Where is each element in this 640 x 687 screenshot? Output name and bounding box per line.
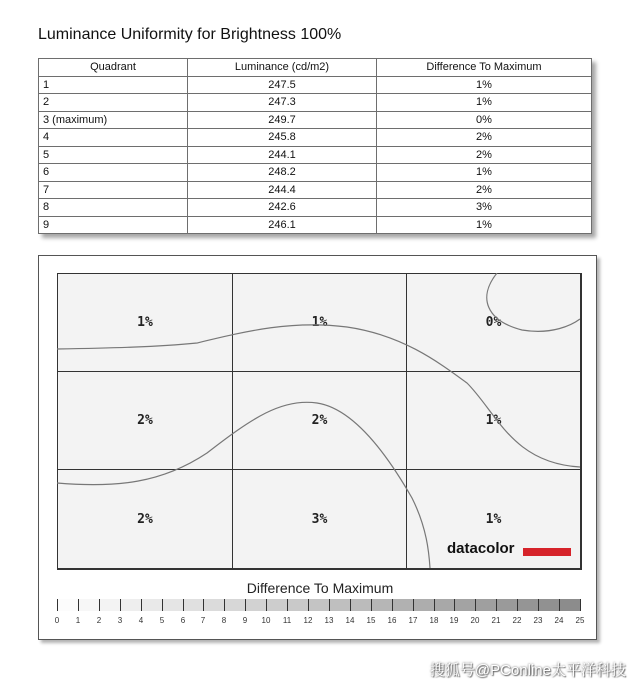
- datacolor-logo: datacolor: [447, 540, 515, 557]
- legend-scale-segment: [224, 599, 245, 611]
- legend-scale-segment: [57, 599, 78, 611]
- legend-scale-segment: [120, 599, 141, 611]
- legend-tick-mark: [141, 599, 142, 611]
- luminance-cell: 244.4: [188, 181, 377, 199]
- difference-cell: 2%: [377, 181, 592, 199]
- legend-tick-label: 9: [242, 616, 248, 625]
- legend-scale-segment: [78, 599, 99, 611]
- contour-lines: [57, 273, 580, 568]
- quadrant-cell: 1: [39, 76, 188, 94]
- quadrant-cell: 5: [39, 146, 188, 164]
- legend-tick-label: 24: [554, 616, 564, 625]
- legend-scale-segment: [266, 599, 287, 611]
- table-row: [39, 164, 592, 182]
- legend-tick-label: 1: [75, 616, 81, 625]
- legend-tick-label: 25: [575, 616, 585, 625]
- contour-line-3: [487, 273, 580, 331]
- quadrant-value-label: 1%: [485, 413, 502, 428]
- legend-tick-label: 12: [303, 616, 313, 625]
- table-row: [39, 94, 592, 112]
- quadrant-cell: 2: [39, 94, 188, 112]
- legend-scale-segment: [308, 599, 329, 611]
- legend-tick-label: 17: [408, 616, 418, 625]
- legend-scale-segment: [454, 599, 475, 611]
- quadrant-value-label: 2%: [137, 511, 153, 527]
- legend-scale-segment: [99, 599, 120, 611]
- difference-cell: 2%: [377, 146, 592, 164]
- legend-tick-mark: [99, 599, 100, 611]
- difference-cell: 2%: [377, 129, 592, 147]
- luminance-cell: 245.8: [188, 129, 377, 147]
- legend-tick-label: 15: [366, 616, 376, 625]
- legend-tick-mark: [224, 599, 225, 611]
- legend-tick-mark: [496, 599, 497, 611]
- legend-title: Difference To Maximum: [246, 580, 394, 596]
- table-row: [39, 146, 592, 164]
- table-row: [39, 76, 592, 94]
- legend-tick-mark: [580, 599, 581, 611]
- header-quadrant: Quadrant: [39, 59, 188, 77]
- luminance-cell: 246.1: [188, 216, 377, 234]
- watermark: 搜狐号@PConline太平洋科技: [429, 662, 626, 679]
- legend-scale-segment: [287, 599, 308, 611]
- uniformity-table-container: [38, 58, 592, 234]
- legend-tick-label: 13: [324, 616, 334, 625]
- quadrant-value-label: 1%: [485, 511, 502, 527]
- legend-tick-label: 5: [159, 616, 165, 625]
- luminance-cell: 247.5: [188, 76, 377, 94]
- luminance-cell: 247.3: [188, 94, 377, 112]
- table-row: [39, 199, 592, 217]
- luminance-cell: 244.1: [188, 146, 377, 164]
- quadrant-cell: 3 (maximum): [39, 111, 188, 129]
- quadrant-cell: 6: [39, 164, 188, 182]
- legend-scale-segment: [559, 599, 580, 611]
- legend-tick-mark: [517, 599, 518, 611]
- legend-tick-mark: [120, 599, 121, 611]
- legend-scale-segment: [203, 599, 224, 611]
- legend-tick-mark: [559, 599, 560, 611]
- table-row: [39, 129, 592, 147]
- legend-tick-mark: [266, 599, 267, 611]
- legend-tick-label: 2: [96, 616, 102, 625]
- legend-scale-segment: [371, 599, 392, 611]
- table-row: [39, 216, 592, 234]
- difference-cell: 1%: [377, 216, 592, 234]
- legend-tick-label: 0: [54, 616, 60, 625]
- legend-tick-mark: [308, 599, 309, 611]
- uniformity-table: [38, 58, 592, 234]
- legend-tick-mark: [538, 599, 539, 611]
- legend-tick-mark: [454, 599, 455, 611]
- legend-tick-label: 21: [491, 616, 501, 625]
- legend-tick-mark: [329, 599, 330, 611]
- quadrant-value-label: 1%: [137, 315, 153, 330]
- quadrant-cell: 7: [39, 181, 188, 199]
- legend-tick-mark: [350, 599, 351, 611]
- legend-scale-segment: [245, 599, 266, 611]
- table-row: [39, 111, 592, 129]
- quadrant-value-label: 0%: [485, 315, 502, 330]
- legend-tick-label: 14: [345, 616, 355, 625]
- legend-tick-label: 20: [470, 616, 480, 625]
- legend-scale-segment: [434, 599, 455, 611]
- legend-scale-segment: [475, 599, 496, 611]
- legend-tick-mark: [245, 599, 246, 611]
- legend-tick-mark: [78, 599, 79, 611]
- legend-tick-mark: [392, 599, 393, 611]
- luminance-cell: 248.2: [188, 164, 377, 182]
- legend-scale-segment: [496, 599, 517, 611]
- contour-line-2: [57, 402, 430, 568]
- table-row: [39, 181, 592, 199]
- legend-tick-label: 3: [117, 616, 123, 625]
- datacolor-logo-bar: [523, 548, 571, 556]
- legend-tick-mark: [57, 599, 58, 611]
- legend-tick-mark: [203, 599, 204, 611]
- luminance-cell: 242.6: [188, 199, 377, 217]
- legend-scale-bar: [57, 599, 580, 611]
- legend-tick-label: 19: [449, 616, 459, 625]
- difference-cell: 0%: [377, 111, 592, 129]
- quadrant-value-label: 2%: [311, 413, 328, 428]
- legend-scale-segment: [162, 599, 183, 611]
- legend-scale-segment: [538, 599, 559, 611]
- header-luminance: Luminance (cd/m2): [188, 59, 377, 77]
- legend-tick-mark: [371, 599, 372, 611]
- table-header-row: [39, 59, 592, 77]
- legend-scale-segment: [141, 599, 162, 611]
- quadrant-cell: 8: [39, 199, 188, 217]
- legend-tick-mark: [183, 599, 184, 611]
- legend-scale-segment: [517, 599, 538, 611]
- legend-tick-label: 10: [261, 616, 271, 625]
- legend-tick-mark: [413, 599, 414, 611]
- legend-tick-label: 4: [138, 616, 144, 625]
- legend-tick-label: 11: [282, 616, 292, 625]
- legend-tick-mark: [287, 599, 288, 611]
- legend-scale-segment: [392, 599, 413, 611]
- legend-scale-segment: [350, 599, 371, 611]
- difference-cell: 1%: [377, 76, 592, 94]
- legend-tick-label: 8: [221, 616, 227, 625]
- quadrant-value-label: 1%: [311, 315, 328, 330]
- legend-tick-label: 22: [512, 616, 522, 625]
- legend-tick-label: 7: [200, 616, 206, 625]
- difference-cell: 1%: [377, 94, 592, 112]
- legend-scale-segment: [329, 599, 350, 611]
- legend-tick-mark: [162, 599, 163, 611]
- legend-tick-label: 18: [429, 616, 439, 625]
- legend-tick-mark: [434, 599, 435, 611]
- legend-tick-label: 16: [387, 616, 397, 625]
- legend-scale-segment: [413, 599, 434, 611]
- luminance-cell: 249.7: [188, 111, 377, 129]
- contour-line-1: [57, 325, 580, 467]
- legend-tick-mark: [475, 599, 476, 611]
- header-difference: Difference To Maximum: [377, 59, 592, 77]
- legend-scale-segment: [183, 599, 204, 611]
- quadrant-value-label: 2%: [137, 413, 153, 428]
- difference-cell: 1%: [377, 164, 592, 182]
- legend-tick-label: 23: [533, 616, 543, 625]
- page-title: Luminance Uniformity for Brightness 100%: [38, 26, 342, 43]
- quadrant-cell: 4: [39, 129, 188, 147]
- quadrant-cell: 9: [39, 216, 188, 234]
- quadrant-value-label: 3%: [311, 511, 328, 527]
- difference-cell: 3%: [377, 199, 592, 217]
- legend-tick-label: 6: [180, 616, 186, 625]
